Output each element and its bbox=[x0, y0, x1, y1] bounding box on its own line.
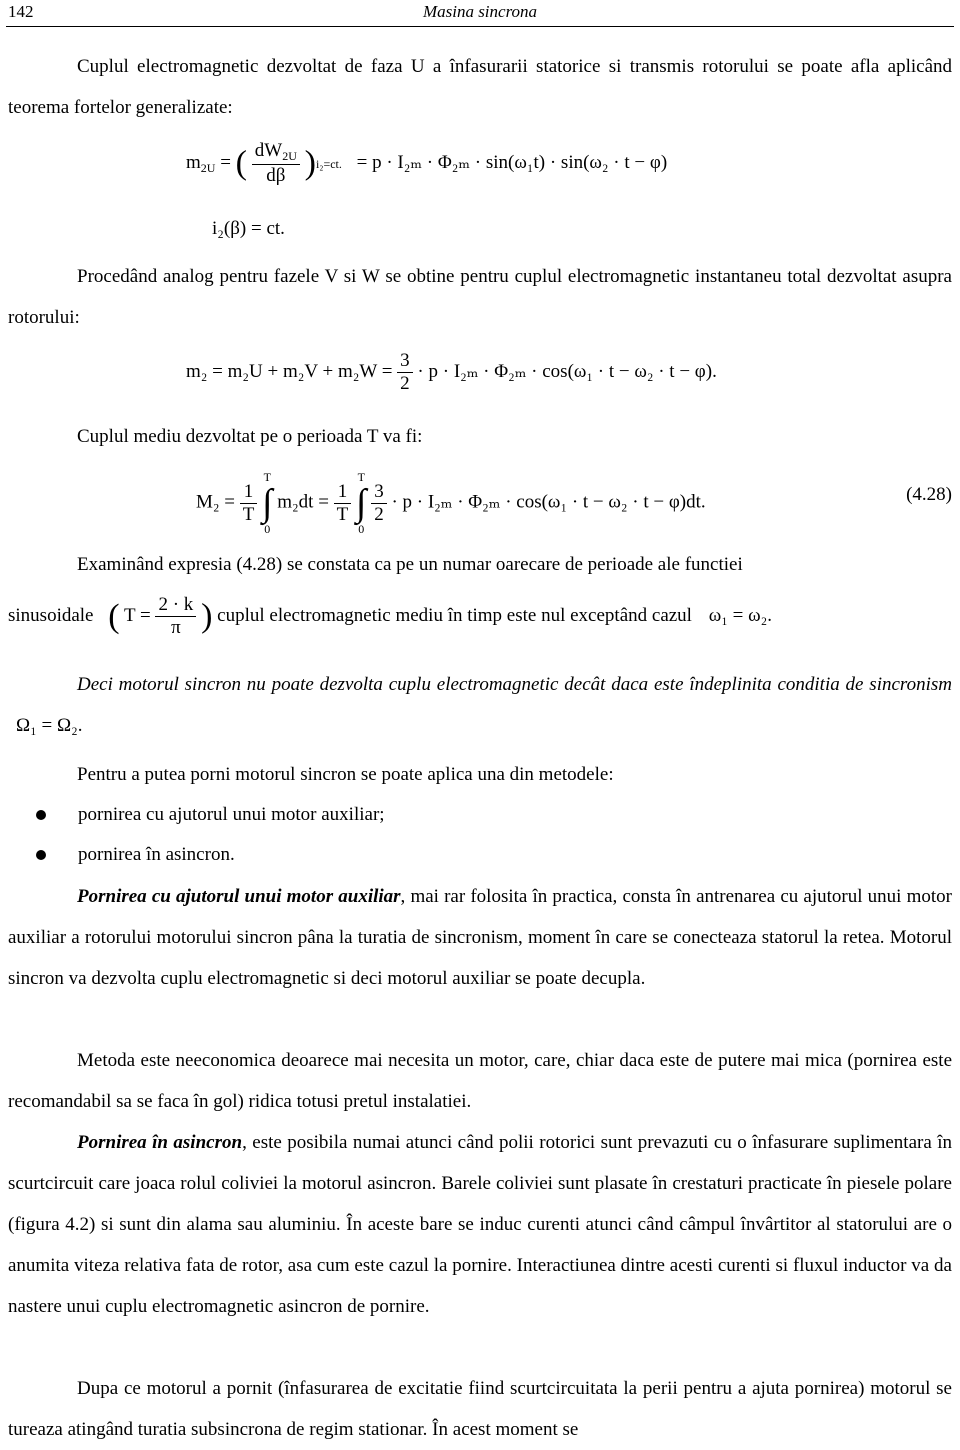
eq1-fraction bbox=[252, 140, 300, 187]
p4b-fraction bbox=[155, 594, 196, 639]
page-header bbox=[6, 0, 954, 27]
p7-title: Pornirea cu ajutorul unui motor auxiliar bbox=[77, 886, 401, 907]
eq1-rhs: = p · I₂ₘ · Φ₂ₘ · sin(ω₁t) · sin(ω₂ · t − φ) bbox=[356, 151, 668, 173]
bullet-dot-2 bbox=[36, 850, 46, 860]
p5-equation: Ω₁ = Ω₂. bbox=[16, 715, 83, 736]
equation-number: (4.28) bbox=[906, 484, 952, 505]
eq3-fraction-3 bbox=[371, 481, 387, 526]
equation-torque-phase-u: $m_{2U}$ = ( $\frac{dW_{2U}}{d\beta}$ )i₂=ct. = p · I₂ₘ · Φ₂ₘ · sin(ω₁t) · sin(ω₂ · t − φ) bbox=[186, 140, 668, 186]
integral-upper-1: T bbox=[263, 470, 271, 484]
paragraph-async-start bbox=[8, 1122, 952, 1327]
p7-text: , mai rar folosita în practica, consta în antrenarea cu ajutorul unui motor auxiliar a rotorului motorului sincron pâna la turatia de sincronism, moment în care se conecteaza statorul la retea. Motorul sincron va dezvolta cuplu electromagnetic si deci motorul auxiliar se poate decupla. bbox=[8, 886, 952, 989]
eq2-numerator: 3 bbox=[397, 350, 413, 373]
running-title: Masina sincrona bbox=[422, 2, 538, 21]
p4b-numerator: 2 · k bbox=[155, 594, 196, 617]
p4b-t-eq: T = bbox=[124, 604, 151, 626]
eq3-f2-numerator: 1 bbox=[334, 481, 352, 504]
eq1-numerator-sub: 2U bbox=[282, 149, 297, 163]
p4b-text: cuplul electromagnetic mediu în timp este nul exceptând cazul bbox=[217, 604, 692, 626]
p4b-denominator: π bbox=[171, 617, 181, 638]
bullet-dot-1 bbox=[36, 810, 46, 820]
eq2-fraction bbox=[397, 350, 413, 395]
eq3-f1-numerator: 1 bbox=[240, 481, 258, 504]
paragraph-auxiliary-motor bbox=[8, 876, 952, 999]
eq3-rhs: · p · I₂ₘ · Φ₂ₘ · cos(ω₁ · t − ω₂ · t − φ)dt. bbox=[391, 491, 706, 513]
eq2-rhs: · p · I₂ₘ · Φ₂ₘ · cos(ω₁ · t − ω₂ · t − φ). bbox=[417, 360, 717, 382]
bullet-item-1: pornirea cu ajutorul unui motor auxiliar; bbox=[78, 804, 385, 825]
equation-total-torque bbox=[186, 350, 717, 395]
p4b-condition: ω₁ = ω₂. bbox=[708, 604, 772, 626]
p5-text: Deci motorul sincron nu poate dezvolta cuplu electromagnetic decât daca este îndeplinita conditia de sincronism bbox=[77, 674, 952, 695]
p9-text: , este posibila numai atunci când polii rotorici sunt prevazuti cu o înfasurare suplimentara în scurtcircuit care joaca rolul coliviei la motorul asincron. Barele coliviei sunt plasate în crestaturi practicate în piesele polare (figura 4.2) si sunt din alama sau aluminiu. În aceste bare se induc curenti atunci când câmpul învârtitor al statorului are o anumita viteza relativa fata de rotor, asa cum este cazul la pornire. Interactiunea dintre acesti curenti si fluxul inductor va da nastere unui cuplu electromagnetic asincron de pornire. bbox=[8, 1132, 953, 1317]
eq2-denominator: 2 bbox=[400, 373, 410, 394]
page-number: 142 bbox=[8, 2, 34, 21]
integral-upper-2: T bbox=[357, 470, 365, 484]
line-period-condition: sinusoidale ( T = $\frac{2 \cdot k}{\pi}$ ) cuplul electromagnetic mediu în timp este nul exceptând cazul ω₁ = ω₂. bbox=[8, 594, 772, 638]
paragraph-method-cost: Metoda este neeconomica deoarece mai necesita un motor, care, chiar daca este de putere mai mica (pornirea este recomandabil sa se faca în gol) ridica totusi pretul instalatiei. bbox=[8, 1050, 952, 1112]
p4b-start: sinusoidale bbox=[8, 604, 94, 626]
equation-current-constant: i₂(β) = ct. bbox=[212, 218, 285, 239]
eq2-lhs: m₂ = m₂U + m₂V + m₂W = bbox=[186, 360, 393, 382]
eq3-f3-denominator: 2 bbox=[374, 503, 384, 525]
integral-lower-1: 0 bbox=[264, 522, 271, 536]
eq3-fraction-1 bbox=[240, 481, 258, 526]
integral-sign-1: T ∫ 0 bbox=[262, 470, 273, 536]
paragraph-analog: Procedând analog pentru fazele V si W se obtine pentru cuplul electromagnetic instantaneu total dezvoltat asupra rotorului: bbox=[8, 266, 952, 328]
eq3-f1-denominator: T bbox=[242, 503, 255, 525]
paragraph-examining: Examinând expresia (4.28) se constata ca pe un numar oarecare de perioade ale functiei bbox=[77, 554, 743, 575]
eq1-lhs-sub: 2U bbox=[200, 160, 216, 175]
bullet-item-2: pornirea în asincron. bbox=[78, 844, 235, 865]
eq1-denominator: dβ bbox=[266, 165, 286, 186]
eq3-mid: m₂dt = bbox=[277, 491, 329, 513]
integral-lower-2: 0 bbox=[358, 522, 365, 536]
paragraph-mean-torque: Cuplul mediu dezvoltat pe o perioada T va fi: bbox=[77, 426, 423, 447]
p9-title: Pornirea în asincron bbox=[77, 1132, 243, 1153]
paragraph-after-start: Dupa ce motorul a pornit (înfasurarea de excitatie fiind scurtcircuitata la perii pentru a ajuta pornirea) motorul se tureaza atingând turatia subsincrona de regim stationar. În acest moment se bbox=[8, 1378, 952, 1440]
eq1-lhs: m bbox=[186, 151, 201, 173]
paragraph-sync-condition bbox=[8, 664, 952, 746]
integral-sign-2: T ∫ 0 bbox=[356, 470, 367, 536]
eq3-f3-numerator: 3 bbox=[371, 481, 387, 504]
paragraph-intro: Cuplul electromagnetic dezvoltat de faza U a înfasurarii statorice si transmis rotorului se poate afla aplicând teorema fortelor generalizate: bbox=[8, 56, 952, 118]
equation-mean-torque bbox=[196, 470, 706, 536]
eq3-fraction-2 bbox=[334, 481, 352, 526]
eq1-numerator: dW bbox=[254, 140, 283, 161]
eq1-condition: i₂=ct. bbox=[315, 156, 342, 171]
paragraph-starting-methods: Pentru a putea porni motorul sincron se poate aplica una din metodele: bbox=[77, 764, 614, 785]
eq3-lhs: M₂ = bbox=[196, 491, 235, 513]
eq3-f2-denominator: T bbox=[336, 503, 349, 525]
